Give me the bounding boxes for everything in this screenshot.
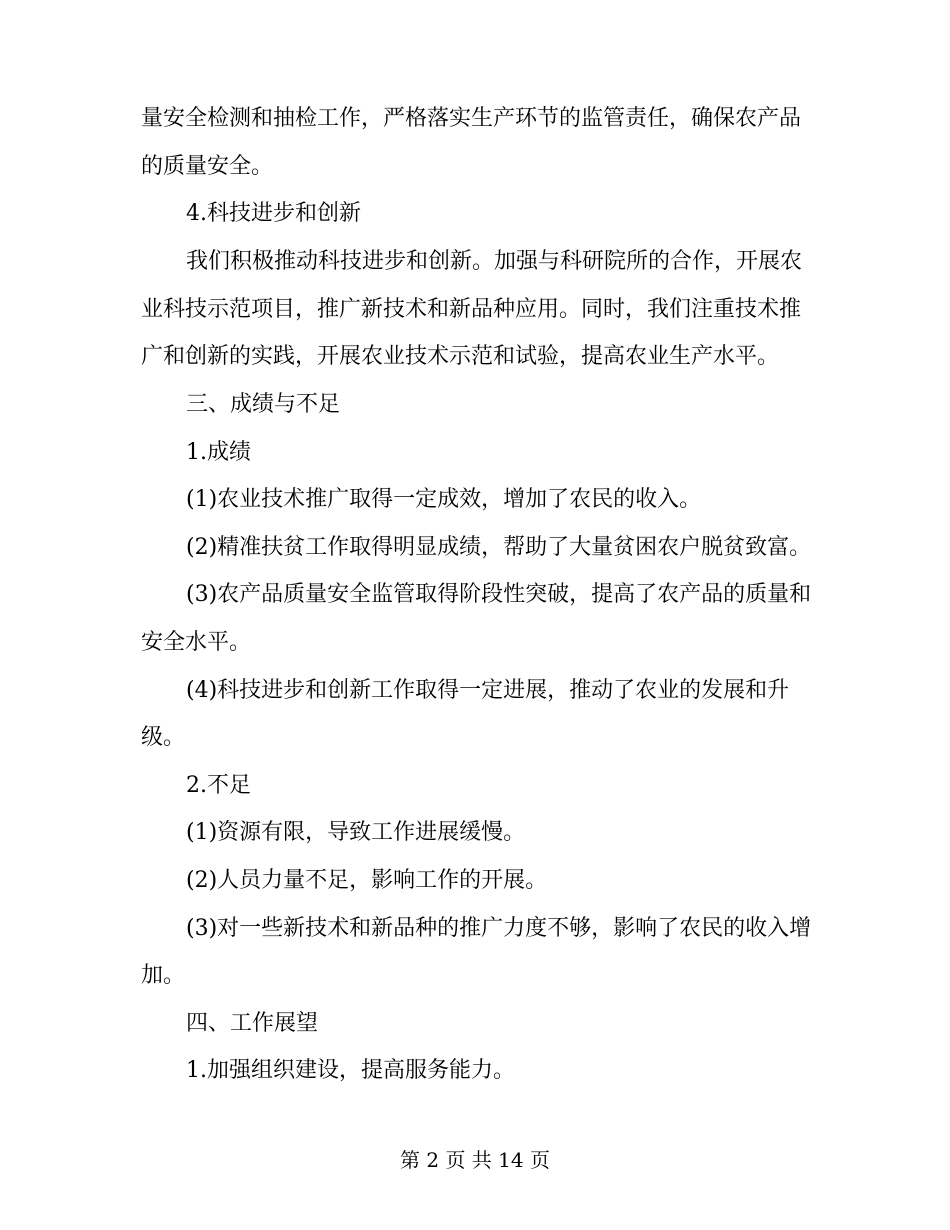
body-text-line: 的质量安全。	[141, 154, 274, 179]
section-heading: 三、成绩与不足	[186, 392, 341, 417]
list-item: (4)科技进步和创新工作取得一定进展，推动了农业的发展和升	[186, 678, 790, 703]
subsection-heading: 2.不足	[186, 773, 251, 798]
list-item: (2)人员力量不足，影响工作的开展。	[186, 868, 548, 893]
list-item: (1)资源有限，导致工作进展缓慢。	[186, 820, 526, 845]
list-item: (3)对一些新技术和新品种的推广力度不够，影响了农民的收入增	[186, 916, 812, 941]
list-item: 1.加强组织建设，提高服务能力。	[186, 1058, 515, 1083]
list-item: (2)精准扶贫工作取得明显成绩，帮助了大量贫困农户脱贫致富。	[186, 535, 812, 560]
list-item-continuation: 加。	[141, 963, 186, 988]
section-heading: 四、工作展望	[186, 1011, 319, 1036]
list-item: (1)农业技术推广取得一定成效，增加了农民的收入。	[186, 487, 702, 512]
list-item-continuation: 安全水平。	[141, 630, 252, 655]
subsection-heading: 1.成绩	[186, 440, 251, 465]
page-number-footer: 第 2 页 共 14 页	[400, 1148, 550, 1172]
body-text-line: 我们积极推动科技进步和创新。加强与科研院所的合作，开展农	[186, 249, 803, 274]
section-heading: 4.科技进步和创新	[186, 201, 361, 226]
body-text-line: 业科技示范项目，推广新技术和新品种应用。同时，我们注重技术推	[141, 297, 802, 322]
body-text-line: 量安全检测和抽检工作，严格落实生产环节的监管责任，确保农产品	[141, 106, 802, 131]
body-text-line: 广和创新的实践，开展农业技术示范和试验，提高农业生产水平。	[141, 344, 780, 369]
list-item: (3)农产品质量安全监管取得阶段性突破，提高了农产品的质量和	[186, 582, 812, 607]
list-item-continuation: 级。	[141, 725, 186, 750]
